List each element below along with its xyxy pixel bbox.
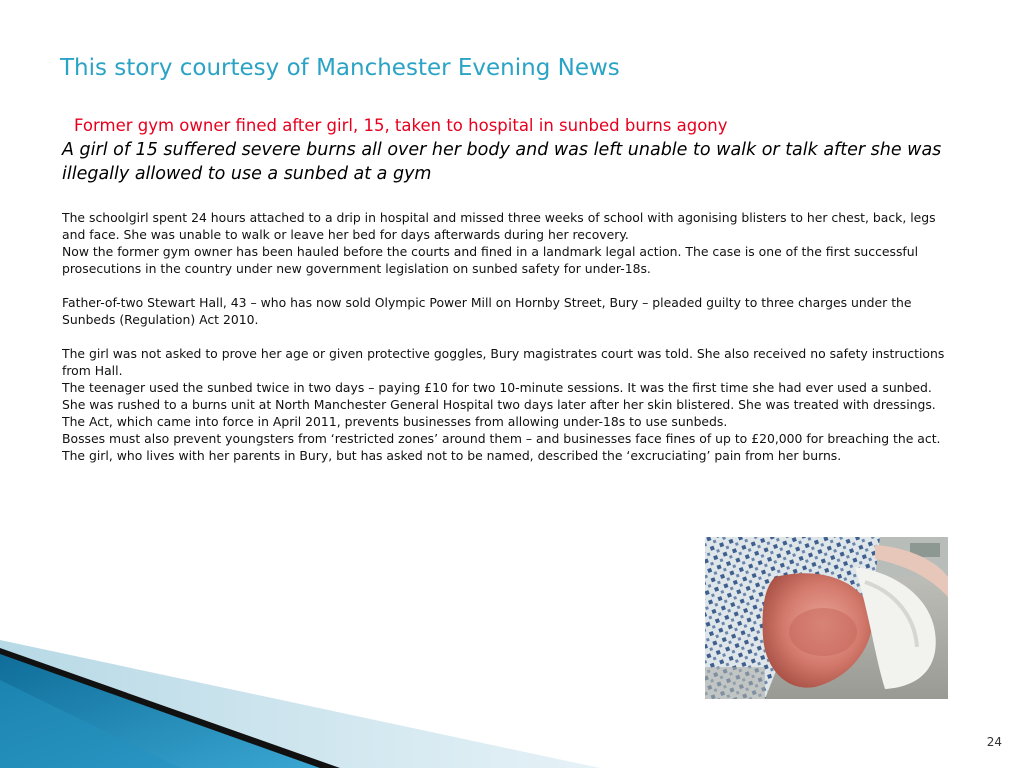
photo-illustration <box>705 537 948 699</box>
article-paragraph: The Act, which came into force in April 2011, prevents businesses from allowing under-18s to use sunbeds. <box>62 414 728 429</box>
article-paragraph: The girl, who lives with her parents in Bury, but has asked not to be named, described the ‘excruciating’ pain from her burns. <box>62 448 842 463</box>
article-paragraph: The schoolgirl spent 24 hours attached to a drip in hospital and missed three weeks of school with agonising blisters to her chest, back, legs and face. She was unable to walk or leave her bed for days afterwards during her recovery. <box>62 210 936 242</box>
slide-title: This story courtesy of Manchester Evening News <box>60 55 620 81</box>
corner-swoosh-decoration <box>0 640 610 768</box>
article-paragraph: Father-of-two Stewart Hall, 43 – who has now sold Olympic Power Mill on Hornby Street, Bury – pleaded guilty to three charges under the Sunbeds (Regulation) Act 2010. <box>62 295 912 327</box>
article-body <box>62 209 962 464</box>
article-paragraph: Bosses must also prevent youngsters from ‘restricted zones’ around them – and businesses face fines of up to £20,000 for breaching the act. <box>62 431 941 446</box>
article-paragraph: The girl was not asked to prove her age or given protective goggles, Bury magistrates court was told. She also received no safety instructions from Hall. <box>62 346 945 378</box>
hospital-gown-burns-photo <box>705 537 948 699</box>
article-paragraph: The teenager used the sunbed twice in two days – paying £10 for two 10-minute sessions. It was the first time she had ever used a sunbed. <box>62 380 932 395</box>
page-number: 24 <box>986 735 1002 749</box>
article-paragraph: She was rushed to a burns unit at North Manchester General Hospital two days later after her skin blistered. She was treated with dressings. <box>62 397 936 412</box>
article-paragraph: Now the former gym owner has been hauled before the courts and fined in a landmark legal action. The case is one of the first successful prosecutions in the country under new government legislation on sunbed safety for under-18s. <box>62 244 919 276</box>
article-subheadline: A girl of 15 suffered severe burns all over her body and was left unable to walk or talk after she was illegally allowed to use a sunbed at a gym <box>62 140 942 184</box>
article-headline: Former gym owner fined after girl, 15, taken to hospital in sunbed burns agony <box>74 116 728 135</box>
